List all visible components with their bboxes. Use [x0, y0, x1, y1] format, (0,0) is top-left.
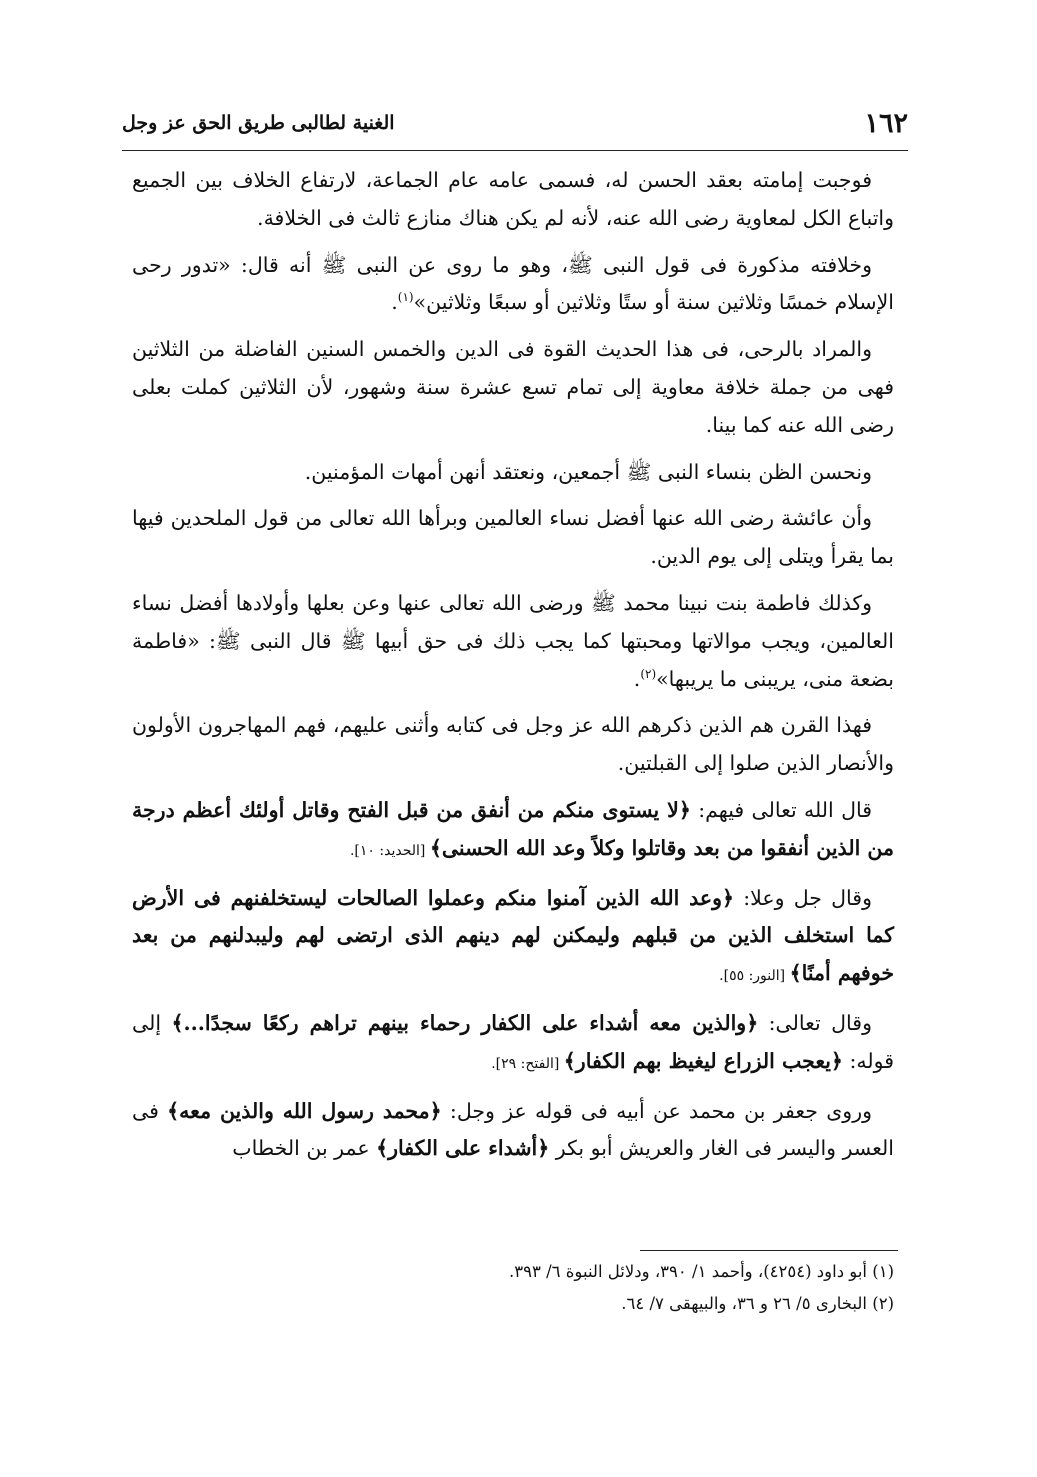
quran-verse: ﴿يعجب الزراع ليغيظ بهم الكفار﴾ — [563, 1048, 843, 1073]
page-number: ١٦٢ — [864, 108, 908, 139]
paragraph-9 — [132, 880, 894, 996]
verse-reference: [النور: ٥٥]. — [719, 968, 790, 985]
verse-reference: [الفتح: ٢٩]. — [491, 1055, 564, 1072]
quran-verse: ﴿أشداء على الكفار﴾ — [376, 1136, 550, 1161]
quran-verse: ﴿لا يستوى منكم من أنفق من قبل الفتح وقاتل أولئك أعظم درجة من الذين أنفقوا من بعد وقاتلوا وكلاً وعد الله الحسنى﴾ — [132, 797, 894, 860]
paragraph-tail: عمر بن الخطاب — [232, 1136, 377, 1161]
paragraph-7 — [132, 707, 894, 783]
paragraph-lead: قال الله تعالى فيهم: — [690, 797, 873, 822]
quran-verse: ﴿محمد رسول الله والذين معه﴾ — [167, 1098, 442, 1123]
paragraph-4 — [132, 454, 894, 492]
quran-verse: ﴿وعد الله الذين آمنوا منكم وعملوا الصالحات ليستخلفنهم فى الأرض كما استخلف الذين من قبلهم وليمكنن لهم دينهم الذى ارتضى لهم وليبدلنهم من بعد خوفهم أمنًا﴾ — [132, 885, 894, 986]
body-text — [132, 162, 894, 1177]
paragraph-text: وخلافته مذكورة فى قول النبى ﷺ، وهو ما روى عن النبى ﷺ أنه قال: «تدور رحى الإسلام خمسًا وثلاثين سنة أو ستًا وثلاثين أو سبعًا وثلاثين» — [132, 252, 894, 315]
paragraph-11 — [132, 1093, 894, 1169]
paragraph-lead: وقال تعالى: — [758, 1010, 872, 1035]
paragraph-text: وكذلك فاطمة بنت نبينا محمد ﷺ ورضى الله تعالى عنها وعن بعلها وأولادها أفضل نساء العالمين، ويجب موالاتها ومحبتها كما يجب ذلك فى حق أبيها ﷺ قال النبى ﷺ: «فاطمة بضعة منى، يريبنى ما يريبها» — [132, 590, 894, 691]
paragraph-3 — [132, 331, 894, 444]
paragraph-text: فوجبت إمامته بعقد الحسن له، فسمى عامه عام الجماعة، لارتفاع الخلاف بين الجميع واتباع الكل لمعاوية رضى الله عنه، لأنه لم يكن هناك منازع ثالث فى الخلافة. — [132, 168, 894, 230]
paragraph-end: . — [633, 666, 641, 691]
paragraph-text: ونحسن الظن بنساء النبى ﷺ أجمعين، ونعتقد أنهن أمهات المؤمنين. — [304, 459, 872, 484]
quran-verse: ﴿والذين معه أشداء على الكفار رحماء بينهم تراهم ركعًا سجدًا...﴾ — [171, 1010, 759, 1035]
page-header — [122, 104, 908, 150]
verse-reference: [الحديد: ١٠]. — [349, 842, 430, 859]
footnote-1: (١) أبو داود (٤٢٥٤)، وأحمد ١/ ٣٩٠، ودلائل النبوة ٦/ ٣٩٣. — [509, 1262, 894, 1281]
paragraph-end: . — [391, 290, 398, 315]
paragraph-lead: وروى جعفر بن محمد عن أبيه فى قوله عز وجل: — [441, 1098, 873, 1123]
footnote-marker-2: (٢) — [640, 666, 657, 681]
footnote-2: (٢) البخارى ٥/ ٢٦ و ٣٦، والبيهقى ٧/ ٦٤. — [621, 1294, 894, 1313]
paragraph-6 — [132, 585, 894, 698]
paragraph-8 — [132, 792, 894, 871]
footnotes — [132, 1256, 894, 1320]
paragraph-2 — [132, 247, 894, 323]
paragraph-lead: وقال جل وعلا: — [734, 885, 872, 910]
paragraph-5 — [132, 500, 894, 576]
running-title: الغنية لطالبى طريق الحق عز وجل — [122, 112, 395, 134]
paragraph-10 — [132, 1005, 894, 1084]
paragraph-connector: فى العسر واليسر فى الغار والعريش أبو بكر — [132, 1098, 894, 1161]
header-rule — [122, 150, 908, 151]
paragraph-text: فهذا القرن هم الذين ذكرهم الله عز وجل فى كتابه وأثنى عليهم، فهم المهاجرون الأولون والأنصار الذين صلوا إلى القبلتين. — [132, 713, 894, 776]
paragraph-text: وأن عائشة رضى الله عنها أفضل نساء العالمين وبرأها الله تعالى من قول الملحدين فيها بما يقرأ ويتلى إلى يوم الدين. — [132, 506, 894, 569]
paragraph-1 — [132, 162, 894, 238]
paragraph-connector: إلى قوله: — [132, 1010, 894, 1073]
footnote-rule — [640, 1250, 898, 1251]
paragraph-text: والمراد بالرحى، فى هذا الحديث القوة فى الدين والخمس السنين الفاضلة من الثلاثين فهى من جملة خلافة معاوية إلى تمام تسع عشرة سنة وشهور، لأن الثلاثين كملت بعلى رضى الله عنه كما بينا. — [132, 337, 894, 437]
footnote-marker-1: (١) — [397, 290, 414, 305]
